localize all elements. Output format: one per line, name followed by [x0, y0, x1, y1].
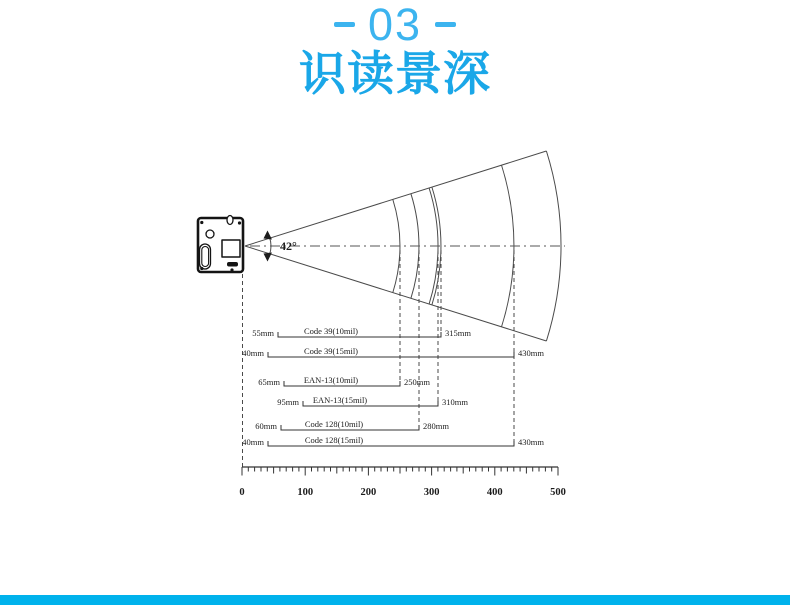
- scanner-screw-icon: [238, 221, 241, 224]
- ruler-label: 400: [486, 487, 503, 498]
- range-min-label: 40mm: [242, 348, 264, 358]
- beam-angle-label: 42°: [280, 239, 297, 253]
- range-max-label: 310mm: [442, 397, 468, 407]
- ruler-label: 0: [239, 487, 245, 498]
- scanner-port: [227, 262, 238, 267]
- range-max-label: 280mm: [423, 421, 449, 431]
- range-min-label: 95mm: [277, 397, 299, 407]
- ruler-label: 300: [423, 487, 440, 498]
- range-name-label: Code 39(10mil): [303, 326, 359, 336]
- dof-row-ean13-10mil: [258, 375, 430, 387]
- scanner-screw-icon: [200, 267, 203, 270]
- scanner-screw-icon: [230, 268, 233, 271]
- page-title: 识读景深: [299, 47, 491, 100]
- range-name-label: EAN-13(15mil): [312, 395, 368, 405]
- section-number: 03: [367, 0, 423, 50]
- range-max-label: 315mm: [445, 328, 471, 338]
- scanner-button-inner: [202, 247, 209, 267]
- dof-row-code39-15mil: [242, 346, 544, 358]
- ruler-label: 100: [297, 487, 314, 498]
- range-min-label: 65mm: [258, 377, 280, 387]
- range-name-label: EAN-13(10mil): [303, 375, 359, 385]
- range-name-label: Code 39(15mil): [303, 346, 359, 356]
- range-bracket: [278, 332, 441, 337]
- dof-row-code128-15mil: [242, 435, 544, 447]
- ruler: [239, 467, 566, 498]
- ruler-labels: [239, 487, 566, 498]
- angle-arrow-up-icon: [264, 231, 273, 240]
- scanner-device: [198, 216, 243, 273]
- scanner-window: [222, 240, 240, 257]
- bottom-accent-bar: [0, 595, 790, 605]
- ruler-tick-group: [242, 467, 558, 476]
- dof-rows: [242, 326, 544, 447]
- scanner-notch: [227, 216, 233, 225]
- range-min-label: 40mm: [242, 437, 264, 447]
- range-min-label: 55mm: [252, 328, 274, 338]
- range-name-label: Code 128(15mil): [304, 435, 364, 445]
- ruler-label: 200: [360, 487, 377, 498]
- ruler-label: 500: [550, 487, 566, 498]
- dof-row-code128-10mil: [255, 419, 449, 431]
- range-min-label: 60mm: [255, 421, 277, 431]
- range-name-label: Code 128(10mil): [304, 419, 364, 429]
- range-max-label: 250mm: [404, 377, 430, 387]
- range-max-label: 430mm: [518, 348, 544, 358]
- scanner-screw-icon: [200, 221, 203, 224]
- projection-lines: [243, 250, 515, 467]
- scanner-led-icon: [206, 230, 214, 238]
- dof-row-ean13-15mil: [277, 395, 468, 407]
- angle-arrow-down-icon: [264, 253, 273, 262]
- range-max-label: 430mm: [518, 437, 544, 447]
